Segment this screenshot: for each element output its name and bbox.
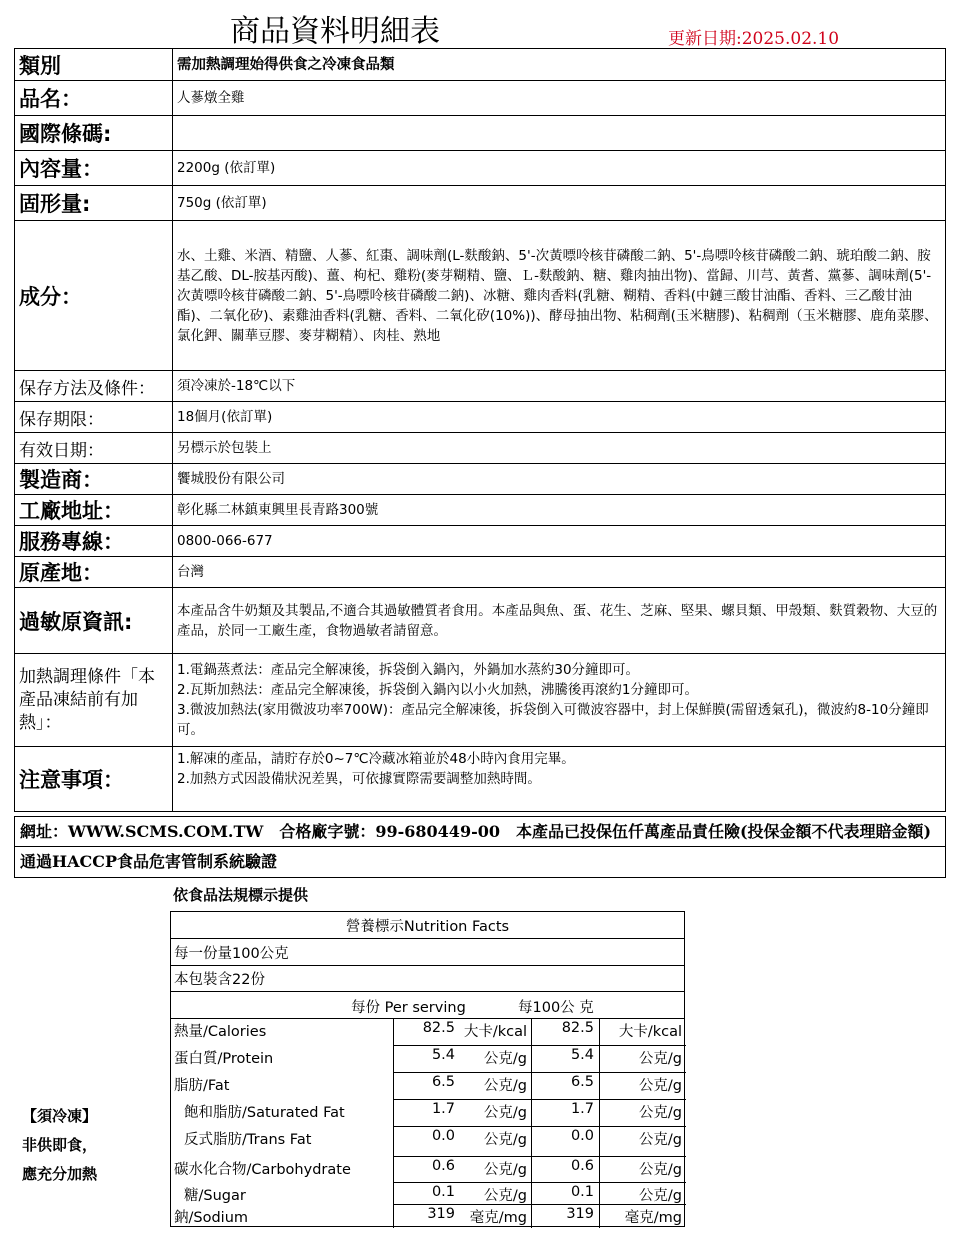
spec-value: 須冷凍於-18℃以下 — [173, 371, 946, 402]
frozen-notice-line: 應充分加熱 — [22, 1165, 98, 1183]
spec-row — [15, 402, 946, 433]
nutrient-name: 脂肪/Fat — [174, 1078, 230, 1094]
nutrient-unit-per-100g: 公克/g — [638, 1188, 682, 1204]
nutrient-row — [171, 1018, 684, 1045]
serving-size: 每一份量100公克 — [174, 946, 289, 962]
nutrient-value-per-100g: 0.6 — [570, 1158, 594, 1174]
nutrient-name: 熱量/Calories — [174, 1024, 267, 1040]
col-per-serving: 每份 Per serving — [351, 1000, 466, 1016]
nutrient-value-per-serving: 0.0 — [431, 1128, 455, 1144]
nutrient-unit-per-serving: 公克/g — [483, 1078, 527, 1094]
spec-label: 服務專線： — [15, 526, 173, 557]
spec-label: 保存方法及條件： — [15, 371, 173, 402]
footer-haccp: 通過HACCP食品危害管制系統驗證 — [14, 847, 946, 878]
nutrient-row — [171, 1182, 684, 1204]
nutrient-row — [171, 1204, 684, 1228]
spec-label: 原產地： — [15, 557, 173, 588]
spec-label: 注意事項： — [15, 747, 173, 812]
spec-value: 水、土雞、米酒、精鹽、人蔘、紅棗、調味劑(L-麩酸鈉、5'-次黃嘌呤核苷磷酸二鈉、5'-鳥嘌呤核苷磷酸二鈉、琥珀酸二鈉、胺基乙酸、DL-胺基丙酸)、薑、枸杞、雞粉(麥芽糊精、鹽、Ｌ-麩酸鈉、糖、雞肉抽出物)、當歸、川芎、黃耆、黨蔘、調味劑(5'-次黃嘌呤核苷磷酸二鈉、5'-鳥嘌呤核苷磷酸二鈉)、冰糖、雞肉香料(乳糖、糊精、香料(中鏈三酸甘油酯、香料、三乙酸甘油酯)、二氧化矽)、素雞油香料(乳糖、香料、二氧化矽(10%))、酵母抽出物、粘稠劑(玉米糖膠)、粘稠劑（玉米糖膠、鹿角菜膠、氯化鉀、關華豆膠、麥芽糊精）、肉桂、熟地 — [173, 221, 946, 371]
spec-value: 另標示於包裝上 — [173, 433, 946, 464]
frozen-notice-line: 非供即食， — [22, 1136, 98, 1154]
frozen-notice-line: 【須冷凍】 — [22, 1107, 98, 1125]
spec-value: 饗城股份有限公司 — [173, 464, 946, 495]
spec-label: 類別 — [15, 49, 173, 81]
nutrient-name: 鈉/Sodium — [174, 1210, 249, 1226]
spec-row — [15, 81, 946, 116]
col-per-100g: 每100公 克 — [518, 1000, 594, 1016]
nutrient-value-per-100g: 5.4 — [570, 1047, 594, 1063]
spec-row — [15, 151, 946, 186]
spec-row — [15, 49, 946, 81]
nutrient-name: 碳水化合物/Carbohydrate — [174, 1162, 351, 1178]
spec-row — [15, 588, 946, 654]
spec-label: 過敏原資訊: — [15, 588, 173, 654]
spec-value: 1.解凍的產品，請貯存於0~7℃冷藏冰箱並於48小時內食用完畢。 2.加熱方式因設備狀況差異，可依據實際需要調整加熱時間。 — [173, 747, 946, 812]
nutrient-unit-per-100g: 公克/g — [638, 1132, 682, 1148]
spec-value: 1.電鍋蒸煮法：產品完全解凍後，拆袋倒入鍋內，外鍋加水蒸約30分鐘即可。 2.瓦斯加熱法：產品完全解凍後，拆袋倒入鍋內以小火加熱，沸騰後再滾約1分鐘即可。 3.微波加熱法(家用微波功率700W)：產品完全解凍後，拆袋倒入可微波容器中，封上保鮮膜(需留透氣孔)，微波約8-10分鐘即可。 — [173, 654, 946, 747]
spec-value: 需加熱調理始得供食之冷凍食品類 — [173, 49, 946, 81]
spec-row — [15, 221, 946, 371]
nutrient-row — [171, 1156, 684, 1182]
spec-value: 彰化縣二林鎮東興里長青路300號 — [173, 495, 946, 526]
spec-label: 有效日期： — [15, 433, 173, 464]
spec-row — [15, 371, 946, 402]
nutrient-row — [171, 1045, 684, 1072]
legal-note: 依食品法規標示提供 — [173, 886, 309, 904]
page-title: 商品資料明細表 — [230, 14, 440, 49]
nutrient-unit-per-serving: 公克/g — [483, 1105, 527, 1121]
nutrient-unit-per-100g: 大卡/kcal — [618, 1024, 682, 1040]
nutrient-unit-per-100g: 公克/g — [638, 1162, 682, 1178]
nutrient-unit-per-serving: 毫克/mg — [469, 1210, 527, 1226]
nutrient-value-per-100g: 0.1 — [570, 1184, 594, 1200]
nutrient-value-per-serving: 0.1 — [431, 1184, 455, 1200]
nutrient-unit-per-100g: 公克/g — [638, 1078, 682, 1094]
spec-row — [15, 747, 946, 812]
nutrition-title: 營養標示Nutrition Facts — [345, 919, 510, 935]
nutrient-value-per-serving: 6.5 — [431, 1074, 455, 1090]
frozen-notice — [22, 1102, 97, 1189]
spec-value: 18個月(依訂單) — [173, 402, 946, 433]
nutrient-unit-per-serving: 公克/g — [483, 1132, 527, 1148]
servings-per-package: 本包裝含22份 — [174, 972, 265, 988]
nutrient-unit-per-serving: 公克/g — [483, 1188, 527, 1204]
nutrient-unit-per-serving: 公克/g — [483, 1051, 527, 1067]
spec-label: 固形量: — [15, 186, 173, 221]
nutrient-name: 糖/Sugar — [184, 1188, 246, 1204]
nutrient-value-per-serving: 0.6 — [431, 1158, 455, 1174]
spec-row — [15, 433, 946, 464]
footer-info: 網址：WWW.SCMS.COM.TW 合格廠字號：99-680449-00 本產品已投保伍仟萬產品責任險(投保金額不代表理賠金額) — [14, 816, 946, 847]
nutrient-unit-per-100g: 毫克/mg — [624, 1210, 682, 1226]
spec-value: 人蔘燉全雞 — [173, 81, 946, 116]
spec-value: 2200g (依訂單) — [173, 151, 946, 186]
spec-label: 成分： — [15, 221, 173, 371]
nutrient-name: 飽和脂肪/Saturated Fat — [184, 1105, 345, 1121]
spec-value: 本產品含牛奶類及其製品,不適合其過敏體質者食用。本產品與魚、蛋、花生、芝麻、堅果、螺貝類、甲殼類、麩質穀物、大豆的產品，於同一工廠生產，食物過敏者請留意。 — [173, 588, 946, 654]
spec-label: 內容量： — [15, 151, 173, 186]
spec-label: 品名： — [15, 81, 173, 116]
spec-row — [15, 654, 946, 747]
nutrient-value-per-100g: 82.5 — [561, 1020, 594, 1036]
spec-label: 保存期限： — [15, 402, 173, 433]
spec-row — [15, 464, 946, 495]
nutrient-value-per-100g: 6.5 — [570, 1074, 594, 1090]
nutrient-value-per-100g: 1.7 — [570, 1101, 594, 1117]
nutrient-unit-per-serving: 大卡/kcal — [463, 1024, 527, 1040]
nutrient-name: 反式脂肪/Trans Fat — [184, 1132, 312, 1148]
nutrient-value-per-serving: 1.7 — [431, 1101, 455, 1117]
spec-value: 0800-066-677 — [173, 526, 946, 557]
nutrient-name: 蛋白質/Protein — [174, 1051, 274, 1067]
nutrient-unit-per-100g: 公克/g — [638, 1051, 682, 1067]
spec-table — [14, 48, 946, 812]
spec-value: 台灣 — [173, 557, 946, 588]
nutrient-unit-per-serving: 公克/g — [483, 1162, 527, 1178]
spec-label: 國際條碼: — [15, 116, 173, 151]
spec-row — [15, 557, 946, 588]
nutrient-value-per-serving: 319 — [427, 1206, 455, 1222]
nutrient-row — [171, 1099, 684, 1126]
spec-row — [15, 495, 946, 526]
nutrient-row — [171, 1126, 684, 1156]
nutrient-value-per-100g: 319 — [566, 1206, 594, 1222]
spec-row — [15, 526, 946, 557]
spec-row — [15, 116, 946, 151]
nutrient-value-per-100g: 0.0 — [570, 1128, 594, 1144]
updated-date: 更新日期:2025.02.10 — [668, 29, 840, 49]
spec-value: 750g (依訂單) — [173, 186, 946, 221]
spec-label: 工廠地址： — [15, 495, 173, 526]
spec-label: 加熱調理條件「本產品凍結前有加熱」： — [15, 654, 173, 747]
nutrient-row — [171, 1072, 684, 1099]
spec-row — [15, 186, 946, 221]
nutrient-unit-per-100g: 公克/g — [638, 1105, 682, 1121]
nutrient-value-per-serving: 82.5 — [422, 1020, 455, 1036]
nutrition-table — [170, 911, 685, 1227]
spec-value — [173, 116, 946, 151]
spec-label: 製造商： — [15, 464, 173, 495]
nutrient-value-per-serving: 5.4 — [431, 1047, 455, 1063]
